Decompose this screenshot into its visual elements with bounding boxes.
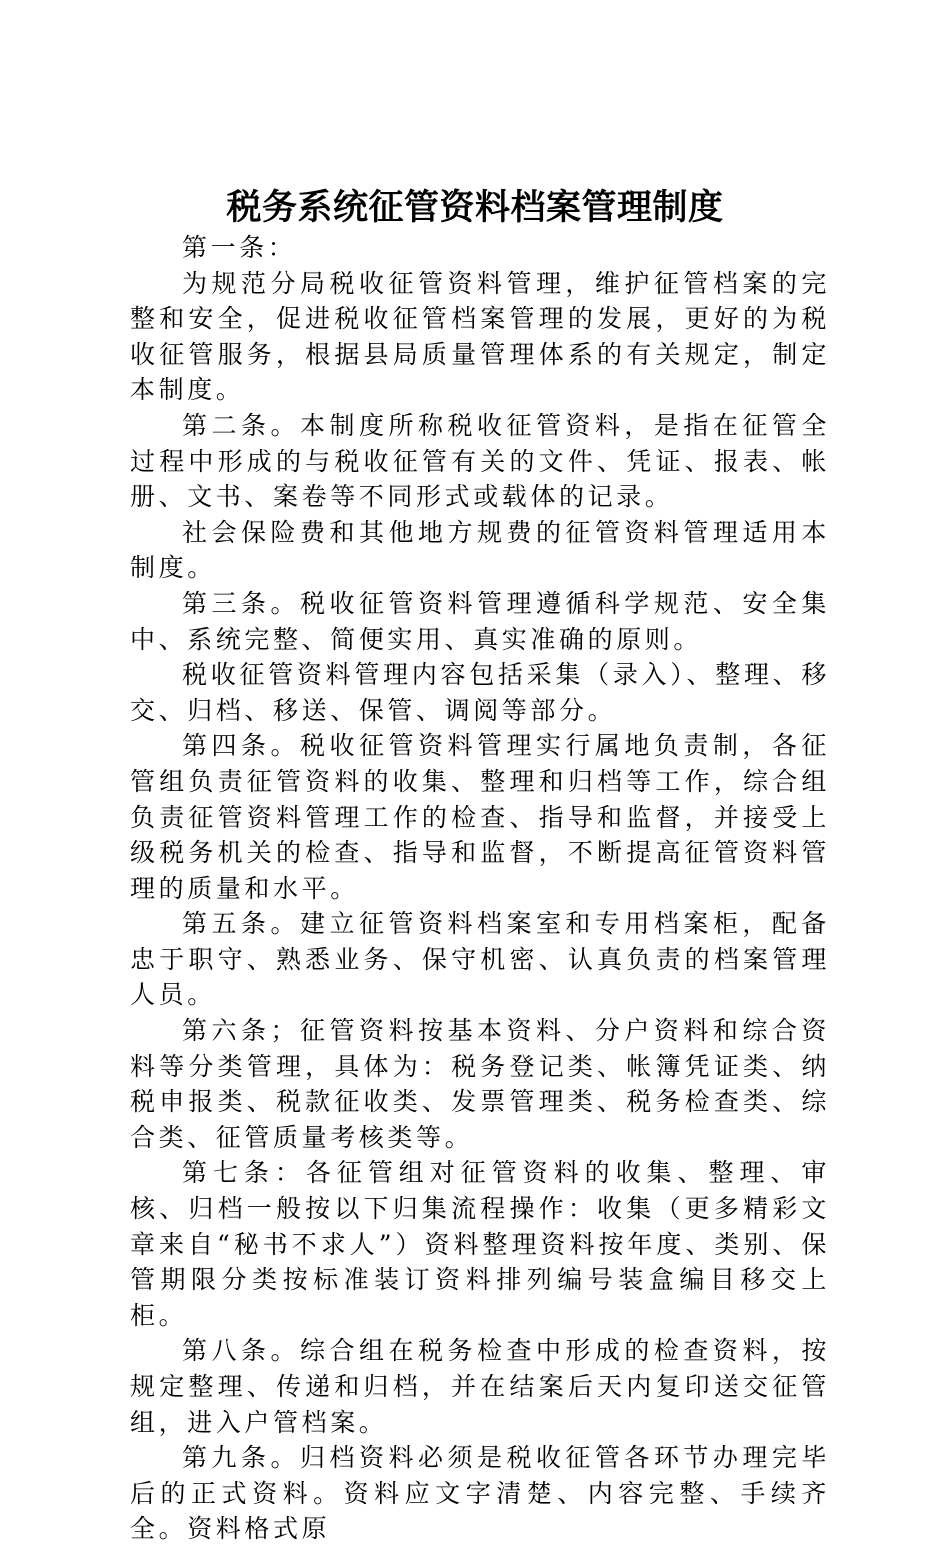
paragraph-12: 第九条。归档资料必须是税收征管各环节办理完毕后的正式资料。资料应文字清楚、内容完整、手续齐全。资料格式原 <box>130 1443 830 1544</box>
paragraph-9: 第六条；征管资料按基本资料、分户资料和综合资料等分类管理，具体为：税务登记类、帐簿凭证类、纳税申报类、税款征收类、发票管理类、税务检查类、综合类、征管质量考核类等。 <box>130 1016 830 1152</box>
document-title: 税务系统征管资料档案管理制度 <box>226 188 724 228</box>
document-body <box>130 230 830 1547</box>
paragraph-11: 第八条。综合组在税务检查中形成的检查资料，按规定整理、传递和归档，并在结案后天内复印送交征管组，进入户管档案。 <box>130 1336 830 1437</box>
paragraph-2: 为规范分局税收征管资料管理，维护征管档案的完整和安全，促进税收征管档案管理的发展，更好的为税收征管服务，根据县局质量管理体系的有关规定，制定本制度。 <box>130 268 830 405</box>
paragraph-10: 第七条：各征管组对征管资料的收集、整理、审核、归档一般按以下归集流程操作：收集（更多精彩文章来自“秘书不求人”）资料整理资料按年度、类别、保管期限分类按标准装订资料排列编号装盒编目移交上柜。 <box>130 1158 830 1330</box>
paragraph-7: 第四条。税收征管资料管理实行属地负责制，各征管组负责征管资料的收集、整理和归档等工作，综合组负责征管资料管理工作的检查、指导和监督，并接受上级税务机关的检查、指导和监督，不断提高征管资料管理的质量和水平。 <box>130 731 830 903</box>
paragraph-8: 第五条。建立征管资料档案室和专用档案柜，配备忠于职守、熟悉业务、保守机密、认真负责的档案管理人员。 <box>130 909 830 1010</box>
paragraph-5: 第三条。税收征管资料管理遵循科学规范、安全集中、系统完整、简便实用、真实准确的原则。 <box>130 588 830 654</box>
paragraph-1: 第一条： <box>182 233 297 262</box>
paragraph-4: 社会保险费和其他地方规费的征管资料管理适用本制度。 <box>130 517 830 583</box>
paragraph-3: 第二条。本制度所称税收征管资料，是指在征管全过程中形成的与税收征管有关的文件、凭证、报表、帐册、文书、案卷等不同形式或载体的记录。 <box>130 410 830 512</box>
paragraph-6: 税收征管资料管理内容包括采集（录入）、整理、移交、归档、移送、保管、调阅等部分。 <box>130 660 830 725</box>
